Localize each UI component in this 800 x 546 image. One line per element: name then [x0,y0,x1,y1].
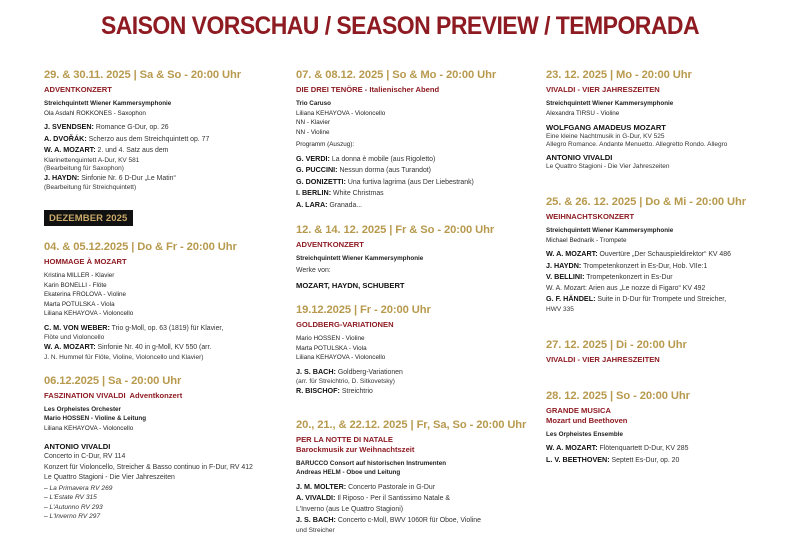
work: Scherzo aus dem Streichquintett op. 77 [86,135,210,143]
event-title-main: FASZINATION VIVALDI [44,390,126,400]
work: Trompetenkonzert in Es-Dur [584,274,673,281]
performers [296,254,541,276]
work: White Christmas [331,190,384,197]
event-title-extra: Adventkonzert [125,390,183,400]
composer: V. BELLINI: [546,272,585,281]
event-date: 29. & 30.11. 2025 | Sa & So - 20:00 Uhr [44,69,241,81]
work-continuation: L'Inverno (aus Le Quattro Stagioni) [296,505,404,513]
work-line [546,443,796,455]
event-subtitle: Barockmusik zur Weihnachtszeit [296,444,415,454]
composer: R. BISCHOF: [296,386,340,395]
ensemble-leader: Mario HOSSEN - Violine & Leitung [44,415,147,422]
composer: A. VIVALDI: [296,493,336,502]
performers [44,99,289,118]
work-continuation: (arr. für Streichtrio, D. Sitkovetsky) [296,378,395,385]
season-item: – L'Autunno RV 293 [44,503,103,511]
composer: G. DONIZETTI: [296,176,346,186]
work-continuation: J. N. Hummel für Flöte, Violine, Violoncello und Klavier) [44,353,204,361]
composer: A. DVOŘÁK: [44,133,87,143]
work-line [296,200,541,212]
composer: G. VERDI: [296,153,330,163]
work-continuation: HWV 335 [546,305,574,313]
performers [546,430,796,440]
work: Romance G-Dur, op. 26 [93,124,169,131]
work-continuation: Klarinettenquintett A-Dur, KV 581 [44,156,140,164]
month-banner: DEZEMBER 2025 [44,210,133,226]
column-1 [44,68,289,534]
event-date: 06.12.2025 | Sa - 20:00 Uhr [44,374,182,387]
event-date: 23. 12. 2025 | Mo - 20:00 Uhr [546,69,692,81]
composer-header: ANTONIO VIVALDI [44,442,111,451]
work-line [546,455,796,467]
performers [44,271,289,319]
season-item: – L'Inverno RV 297 [44,513,101,520]
work-line [296,386,541,398]
composer: W. A. MOZART: [44,342,96,351]
composer: J. M. MOLTER: [296,481,347,491]
event-faszination-vivaldi [44,374,289,522]
ensemble: BARUCCO Consort auf historischen Instrumenten [296,459,447,467]
composer: G. F. HÄNDEL: [546,294,596,303]
composer: J. S. BACH: [296,366,336,376]
event-title: PER LA NOTTE DI NATALE [296,434,393,444]
works-label: Werke von: [296,266,331,274]
work: Nessun dorma (aus Turandot) [337,167,431,174]
work: Una furtiva lagrima (aus Der Liebestrank) [345,178,474,186]
event-goldberg [296,303,541,398]
composer: J. S. BACH: [296,515,336,524]
performer: Liliana KEHAYOVA - Violoncello [296,354,386,361]
column-3 [546,68,796,478]
performers [296,459,541,478]
performers [296,334,541,363]
composer: W. A. MOZART: [44,145,96,154]
work: Septett Es-Dur, op. 20 [609,456,680,464]
work: Sinfonie Nr. 6 D-Dur „Le Matin“ [79,174,176,182]
event-title: ADVENTKONZERT [296,240,364,249]
ensemble: Les Orpheistes Ensemble [546,430,623,438]
work-line [546,261,796,273]
work: Ouvertüre „Der Schauspieldirektor“ KV 486 [597,251,731,258]
season-item: – L'Estate RV 315 [44,494,97,501]
performers [44,405,289,434]
performer: Kristina MILLER - Klavier [44,272,115,279]
event-title: GOLDBERG-VARIATIONEN [296,320,394,329]
event-grande-musica [546,389,796,467]
event-title: ADVENTKONZERT [44,85,112,94]
performers [546,226,796,245]
event-date: 27. 12. 2025 | Di - 20:00 Uhr [546,338,687,351]
ensemble: Les Orpheistes Orchester [44,405,121,413]
work: W. A. Mozart: Arien aus „Le nozze di Figaro“ KV 492 [546,284,706,292]
work-line [546,272,796,284]
work: Streichtrio [339,388,373,395]
work: Granada... [327,201,363,209]
program-item: Concerto in C-Dur, RV 114 [44,453,126,460]
event-advent-concert-nov [44,68,289,192]
performer: Liliana KEHAYOVA - Violoncello [44,310,134,317]
program-item: Eine kleine Nachtmusik in G-Dur, KV 525 [546,133,665,140]
event-drei-tenoere [296,68,541,211]
work-line [546,249,796,261]
event-vivaldi-27 [546,338,796,365]
event-title [44,391,289,401]
work-line [296,154,541,166]
composer: J. HAYDN: [546,260,582,270]
event-hommage-mozart [44,240,289,362]
event-title: HOMMAGE À MOZART [44,257,127,266]
composer: L. V. BEETHOVEN: [546,454,610,464]
work-continuation: (Bearbeitung für Streichquintett) [44,184,137,191]
work-line [296,188,541,200]
event-title: VIVALDI - VIER JAHRESZEITEN [546,354,660,364]
event-date: 07. & 08.12. 2025 | So & Mo - 20:00 Uhr [296,69,497,81]
work-line [44,134,289,146]
work-continuation: Flöte und Violoncello [44,334,105,341]
event-date: 25. & 26. 12. 2025 | Do & Mi - 20:00 Uhr [546,196,746,208]
event-subtitle: Mozart und Beethoven [546,415,628,425]
composer: I. BERLIN: [296,188,332,197]
composer: W. A. MOZART: [546,443,598,452]
work: Trompetenkonzert in Es-Dur, Hob. VIIe:1 [581,262,708,270]
performer: Liliana KEHAYOVA - Violoncello [296,109,386,117]
composer: J. HAYDN: [44,172,80,182]
work-continuation: und Streicher [296,526,335,534]
work-continuation: (Bearbeitung für Saxophon) [44,164,124,172]
composer: W. A. MOZART: [546,249,598,258]
event-notte-di-natale [296,418,541,535]
work: Suite in D-Dur für Trompete und Streicher, [595,296,727,303]
performer: Michael Bednarik - Trompete [546,236,627,244]
event-date: 12. & 14. 12. 2025 | Fr & So - 20:00 Uhr [296,224,495,236]
composer: A. LARA: [296,199,328,209]
work-line [44,122,289,134]
work: Trio g-Moll, op. 63 (1819) für Klavier, [109,324,224,332]
work: 2. und 4. Satz aus dem [95,147,169,154]
event-title: WEIHNACHTSKONZERT [546,212,635,221]
ensemble: Streichquintett Wiener Kammersymphonie [546,100,674,107]
composer-header: WOLFGANG AMADEUS MOZART [546,123,666,132]
performers [296,99,541,150]
work-line [546,284,796,295]
ensemble-leader: Andreas HELM - Oboe und Leitung [296,469,401,476]
composers-header: MOZART, HAYDN, SCHUBERT [296,281,405,290]
program-item: Le Quattro Stagioni - Die Vier Jahreszeiten [546,163,670,170]
composer-header: ANTONIO VIVALDI [546,153,613,162]
work: Concerto Pastorale in G-Dur [346,483,436,491]
performer: Marta POTULSKA - Viola [44,300,115,308]
work: La donna è mobile (aus Rigoletto) [329,155,436,163]
event-weihnachtskonzert [546,195,796,314]
column-2 [296,68,541,546]
program-item: Allegro Romance. Andante Menuetto. Allegretto Rondo. Allegro [546,141,728,148]
work-line [296,165,541,177]
work-line [296,493,541,505]
program-item: Le Quattro Stagioni - Die Vier Jahreszeiten [44,474,175,481]
composer: C. M. VON WEBER: [44,322,110,332]
page-title: SAISON VORSCHAU / SEASON PREVIEW / TEMPORADA [100,12,700,40]
event-title: DIE DREI TENÖRE - Italienischer Abend [296,85,440,94]
event-date: 19.12.2025 | Fr - 20:00 Uhr [296,304,431,316]
work: Flötenquartett D-Dur, KV 285 [597,445,689,452]
performer: Liliana KEHAYOVA - Violoncello [44,424,134,432]
performer: NN - Violine [296,128,330,136]
work: Concerto c-Moll, BWV 1060R für Oboe, Violine [335,517,481,524]
event-advent-concert-dec [296,223,541,291]
program-label: Programm (Auszug): [296,141,355,148]
event-title: VIVALDI - VIER JAHRESZEITEN [546,85,660,94]
performer: Marta POTULSKA - Viola [296,344,367,352]
composer: J. SVENDSEN: [44,122,94,131]
event-date: 04. & 05.12.2025 | Do & Fr - 20:00 Uhr [44,241,237,253]
event-title: GRANDE MUSICA [546,405,611,415]
event-date: 28. 12. 2025 | So - 20:00 Uhr [546,389,690,402]
performer: Karin BONELLI - Flöte [44,281,107,289]
event-date: 20., 21., & 22.12. 2025 | Fr, Sa, So - 20:00 Uhr [296,418,527,431]
work-line [296,177,541,189]
season-item: – La Primavera RV 269 [44,484,113,492]
composer: G. PUCCINI: [296,165,338,174]
ensemble: Streichquintett Wiener Kammersymphonie [44,100,172,107]
work: Sinfonie Nr. 40 in g-Moll, KV 550 (arr. [95,344,212,351]
performers [546,99,796,118]
performer: Alexandra TIRSU - Violine [546,109,620,117]
program-item: Konzert für Violoncello, Streicher & Basso continuo in F-Dur, RV 412 [44,463,253,471]
performer: Mario HOSSEN - Violine [296,335,365,342]
ensemble: Trio Caruso [296,100,331,107]
ensemble: Streichquintett Wiener Kammersymphonie [546,227,674,234]
work-line [296,482,541,494]
performer: NN - Klavier [296,119,330,126]
work: Il Riposo - Per il Santissimo Natale & [335,495,450,502]
performer: Ekaterina FROLOVA - Violine [44,291,127,298]
ensemble: Streichquintett Wiener Kammersymphonie [296,255,424,262]
work: Goldberg-Variationen [335,368,403,376]
event-vivaldi-23 [546,68,796,171]
performer: Ola Asdahl ROKKONES - Saxophon [44,109,146,117]
